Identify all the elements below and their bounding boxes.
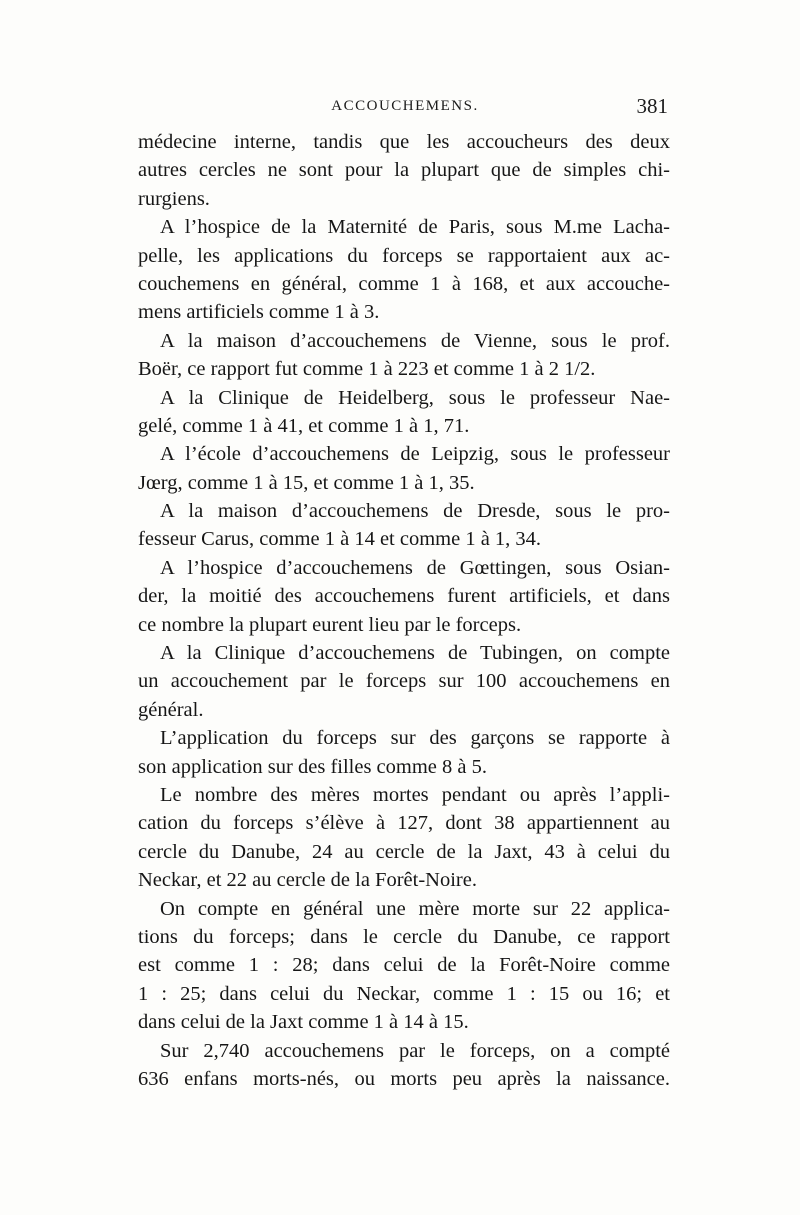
- text-line: Le nombre des mères mortes pendant ou après l’appli-: [160, 783, 670, 806]
- page-header: [140, 96, 670, 126]
- text-line: couchemens en général, comme 1 à 168, et aux accouche-: [138, 272, 670, 295]
- text-line: Boër, ce rapport fut comme 1 à 223 et comme 1 à 2 1/2.: [138, 358, 596, 381]
- text-line: 1 : 25; dans celui du Neckar, comme 1 : 15 ou 16; et: [138, 982, 670, 1005]
- text-line: général.: [138, 698, 204, 721]
- text-line: cation du forceps s’élève à 127, dont 38 appartiennent au: [138, 812, 670, 835]
- text-line: A l’hospice d’accouchemens de Gœttingen, sous Osian-: [160, 556, 670, 579]
- body-text: [138, 128, 670, 1093]
- text-line: pelle, les applications du forceps se rapportaient aux ac-: [138, 244, 670, 267]
- text-line: autres cercles ne sont pour la plupart que de simples chi-: [138, 159, 670, 182]
- text-line: A la Clinique d’accouchemens de Tubingen, on compte: [160, 642, 670, 665]
- page-number: 381: [636, 94, 668, 118]
- text-line: der, la moitié des accouchemens furent artificiels, et dans: [138, 585, 670, 608]
- text-line: A la maison d’accouchemens de Dresde, sous le pro-: [160, 500, 670, 523]
- text-line: gelé, comme 1 à 41, et comme 1 à 1, 71.: [138, 414, 470, 437]
- text-line: est comme 1 : 28; dans celui de la Forêt-Noire comme: [138, 954, 670, 977]
- running-head: ACCOUCHEMENS.: [331, 98, 479, 114]
- text-line: A l’hospice de la Maternité de Paris, sous M.me Lacha-: [160, 216, 670, 239]
- text-line: L’application du forceps sur des garçons se rapporte à: [160, 727, 670, 750]
- text-line: mens artificiels comme 1 à 3.: [138, 301, 380, 324]
- text-line: un accouchement par le forceps sur 100 accouchemens en: [138, 670, 670, 693]
- text-line: rurgiens.: [138, 187, 210, 210]
- text-line: fesseur Carus, comme 1 à 14 et comme 1 à 1, 34.: [138, 528, 542, 551]
- text-line: dans celui de la Jaxt comme 1 à 14 à 15.: [138, 1011, 469, 1034]
- text-line: Jœrg, comme 1 à 15, et comme 1 à 1, 35.: [138, 471, 475, 494]
- text-line: A l’école d’accouchemens de Leipzig, sous le professeur: [160, 443, 670, 466]
- text-line: Neckar, et 22 au cercle de la Forêt-Noire.: [138, 869, 477, 892]
- text-line: ce nombre la plupart eurent lieu par le forceps.: [138, 613, 522, 636]
- text-line: son application sur des filles comme 8 à 5.: [138, 755, 487, 778]
- text-line: tions du forceps; dans le cercle du Danube, ce rapport: [138, 925, 670, 948]
- text-line: A la maison d’accouchemens de Vienne, sous le prof.: [160, 329, 670, 352]
- text-line: médecine interne, tandis que les accoucheurs des deux: [138, 131, 670, 153]
- text-line: A la Clinique de Heidelberg, sous le professeur Nae-: [160, 386, 670, 409]
- text-line: cercle du Danube, 24 au cercle de la Jaxt, 43 à celui du: [138, 840, 670, 863]
- text-line: Sur 2,740 accouchemens par le forceps, on a compté: [160, 1039, 670, 1062]
- text-line: 636 enfans morts-nés, ou morts peu après la naissance.: [138, 1067, 670, 1090]
- text-line: On compte en général une mère morte sur 22 applica-: [160, 897, 670, 920]
